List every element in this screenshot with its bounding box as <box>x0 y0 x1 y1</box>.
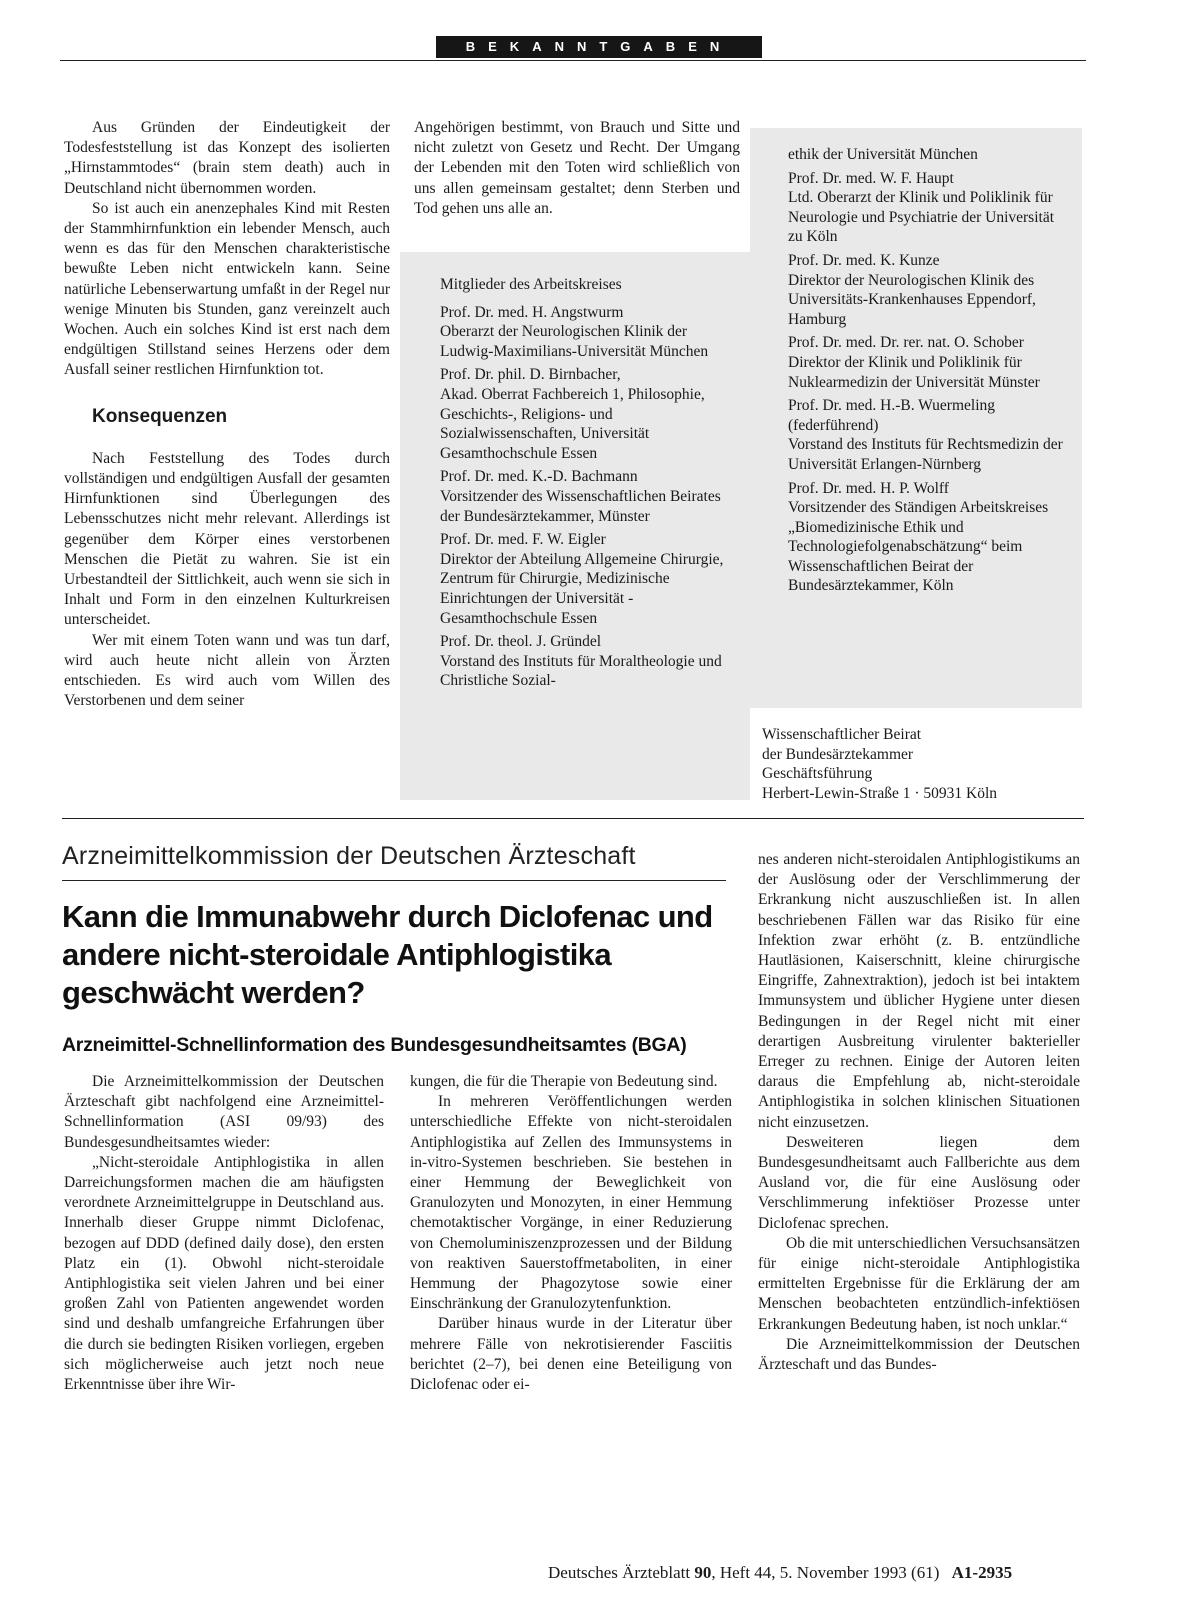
paragraph: „Nicht-steroidale Antiphlogistika in allen Darreichungsformen machen die am häufigsten verordnete Arzneimittelgruppe in Deutschland aus. Innerhalb dieser Gruppe nimmt Diclofenac, bezogen auf DDD (defined daily dose), den ersten Platz ein (1). Obwohl nicht-steroidale Antiphlogistika seit vielen Jahren und bei einer großen Zahl von Patienten angewendet worden sind und deshalb umfangreiche Erfahrungen über die durch sie bedingten Risiken vorliegen, ergeben sich möglicherweise auch jetzt noch neue Erkenntnisse über ihre Wir- <box>64 1153 384 1394</box>
address-line: Herbert-Lewin-Straße 1 · 50931 Köln <box>762 784 998 802</box>
footer-issue-date: , Heft 44, 5. November 1993 (61) <box>711 1563 940 1582</box>
paragraph: Wer mit einem Toten wann und was tun darf, wird auch heute nicht allein von Ärzten entschieden. Es wird auch vom Willen des Verstorbenen und dem seiner <box>64 631 390 710</box>
paragraph: nes anderen nicht-steroidalen Antiphlogistikums an der Auslösung oder der Verschlimmerung der Erkrankung nicht auszuschließen ist. In allen beschriebenen Fällen war das Risiko für eine Infektion zwar erhöht (z. B. entzündliche Hautläsionen, Kaiserschnitt, kleine chirurgische Eingriffe, Zahnextraktion), jedoch ist bei intaktem Immunsystem und üblicher Hygiene unter diesen Bedingungen in der Regel nicht mit einer derartigen Ausbreitung virulenter bakterieller Erreger zu rechnen. Einige der Autoren leiten daraus die Empfehlung ab, nicht-steroidale Antiphlogistika in solchen klinischen Situationen nicht einzusetzen. <box>758 851 1080 1131</box>
member-entry <box>440 365 740 463</box>
paragraph: Aus Gründen der Eindeutigkeit der Todesfeststellung ist das Konzept des isolierten „Hirnstammtodes“ (brain stem death) auch in Deutschland nicht übernommen worden. <box>64 119 390 197</box>
paragraph: Die Arzneimittelkommission der Deutschen Ärzteschaft und das Bundes- <box>758 1335 1080 1374</box>
address-line: der Bundesärztekammer <box>762 745 914 763</box>
paragraph: So ist auch ein anenzephales Kind mit Resten der Stammhirnfunktion ein lebender Mensch, auch wenn es das für den Menschen charakteristische bewußte Leben nicht entwickeln kann. Seine natürliche Lebenserwartung umfaßt in der Regel nur wenige Minuten bis Stunden, ganz vereinzelt auch Wochen. Auch ein solches Kind ist erst nach dem endgültigen Stillstand seines Herzens oder dem Ausfall seiner restlichen Hirnfunktion tot. <box>64 199 390 379</box>
members-list-col2 <box>440 275 740 695</box>
article1-column-2 <box>414 118 740 219</box>
paragraph: kungen, die für die Therapie von Bedeutung sind. <box>410 1073 718 1090</box>
section-heading-konsequenzen: Konsequenzen <box>92 405 228 427</box>
kicker-underline <box>62 880 726 881</box>
paragraph: Desweiteren liegen dem Bundesgesundheitsamt auch Fallberichte aus dem Ausland vor, die für eine Auslösung oder Verschlimmerung infektiöser Prozesse unter Diclofenac sprechen. <box>758 1133 1080 1232</box>
address-line: Geschäftsführung <box>762 765 873 783</box>
article2-kicker: Arzneimittelkommission der Deutschen Ärzteschaft <box>62 842 636 870</box>
member-name: Prof. Dr. med. H. P. Wolff <box>788 479 949 497</box>
article1-col1-body <box>64 449 390 712</box>
member-entry <box>788 251 1066 329</box>
section-banner: BEKANNTGABEN <box>436 36 762 58</box>
article2-subhead: Arzneimittel-Schnellinformation des Bundesgesundheitsamtes (BGA) <box>62 1034 687 1056</box>
member-name: Prof. Dr. med. K.-D. Bachmann <box>440 468 638 486</box>
footer-page-number: A1-2935 <box>951 1563 1013 1582</box>
members-list-col3 <box>788 145 1066 600</box>
member-name: Prof. Dr. med. H.-B. Wuermeling (federführend) <box>788 397 996 434</box>
member-name: Prof. Dr. med. F. W. Eigler <box>440 531 606 549</box>
member-entry <box>788 333 1066 392</box>
article1-col2-paragraph: Angehörigen bestimmt, von Brauch und Sitte und nicht zuletzt von Gesetz und Recht. Der Umgang der Lebenden mit den Toten wird schließlich von uns allen gemeinsam gestaltet; denn Sterben und Tod gehen uns alle an. <box>414 119 740 217</box>
member-role: ethik der Universität München <box>788 146 978 163</box>
member-entry <box>788 169 1066 247</box>
member-entry <box>440 303 740 362</box>
top-rule <box>60 60 1086 61</box>
article2-column-3 <box>758 850 1080 1375</box>
footer-journal: Deutsches Ärzteblatt <box>548 1563 691 1582</box>
member-role: Ltd. Oberarzt der Klinik und Poliklinik für Neurologie und Psychiatrie der Universität zu Köln <box>788 189 1055 246</box>
article1-col1-intro <box>64 118 390 381</box>
paragraph: Darüber hinaus wurde in der Literatur über mehrere Fälle von nekrotisierender Fasciitis berichtet (2–7), bei denen eine Beteiligung von Diclofenac oder ei- <box>410 1315 732 1394</box>
article2-column-2 <box>410 1072 732 1395</box>
members-col2-entries <box>440 303 740 691</box>
member-role: Vorstand des Instituts für Rechtsmedizin der Universität Erlangen-Nürnberg <box>788 436 1063 473</box>
member-role: Vorsitzender des Wissenschaftlichen Beirates der Bundesärztekammer, Münster <box>440 487 721 525</box>
article2-headline: Kann die Immunabwehr durch Diclofenac und andere nicht-steroidale Antiphlogistika geschwächt werden? <box>62 899 713 1010</box>
member-name: Prof. Dr. med. H. Angstwurm <box>440 303 624 321</box>
member-entry <box>440 467 740 526</box>
member-entry <box>788 396 1066 474</box>
member-name: Prof. Dr. med. K. Kunze <box>788 251 940 269</box>
member-name: Prof. Dr. theol. J. Gründel <box>440 633 602 651</box>
article-divider <box>62 818 1084 819</box>
member-role: Oberarzt der Neurologischen Klinik der Ludwig-Maximilians-Universität München <box>440 323 709 360</box>
member-entry <box>788 145 1066 165</box>
article2-column-1 <box>64 1072 384 1395</box>
address-line: Wissenschaftlicher Beirat <box>762 726 922 743</box>
paragraph: In mehreren Veröffentlichungen werden unterschiedliche Effekte von nicht-steroidalen Antiphlogistika auf Zellen des Immunsystems in in-vitro-Systemen beschrieben. Sie bestehen in einer Hemmung der Beweglichkeit von Granulozyten und Monozyten, in einer Hemmung chemotaktischer Vorgänge, in einer Reduzierung von Chemoluminiszenzprozessen und der Bildung von reaktiven Sauerstoffmetaboliten, in einer Hemmung der Phagozytose sowie einer Einschränkung der Granulozytenfunktion. <box>410 1093 732 1313</box>
members-col3-entries <box>788 145 1066 596</box>
member-entry <box>788 479 1066 597</box>
member-entry <box>440 530 740 628</box>
member-name: Prof. Dr. med. Dr. rer. nat. O. Schober <box>788 334 1024 352</box>
article1-column-1 <box>64 118 390 711</box>
paragraph: Die Arzneimittelkommission der Deutschen Ärzteschaft gibt nachfolgend eine Arzneimittel-Schnellinformation (ASI 09/93) des Bundesgesundheitsamtes wieder: <box>64 1073 384 1151</box>
paragraph: Ob die mit unterschiedlichen Versuchsansätzen für einige nicht-steroidale Antiphlogistika ermittelten Ergebnisse für die Erklärung der am Menschen beobachteten entzündlich-infektiösen Erkrankungen Bedeutung haben, ist noch unklar.“ <box>758 1234 1080 1333</box>
member-role: Direktor der Klinik und Poliklinik für Nuklearmedizin der Universität Münster <box>788 353 1040 391</box>
member-role: Direktor der Neurologischen Klinik des Universitäts-Krankenhauses Eppendorf, Hamburg <box>788 271 1036 328</box>
member-role: Akad. Oberrat Fachbereich 1, Philosophie, Geschichts-, Religions- und Sozialwissenschaften, Universität Gesamthochschule Essen <box>440 385 705 462</box>
member-role: Vorstand des Instituts für Moraltheologie und Christliche Sozial- <box>440 652 722 690</box>
members-heading: Mitglieder des Arbeitskreises <box>440 276 622 293</box>
member-role: Vorsitzender des Ständigen Arbeitskreises „Biomedizinische Ethik und Technologiefolgenabschätzung“ beim Wissenschaftlichen Beirat der Bundesärztekammer, Köln <box>788 499 1049 595</box>
member-name: Prof. Dr. med. W. F. Haupt <box>788 169 954 187</box>
page-footer <box>548 1563 1012 1583</box>
footer-volume: 90 <box>694 1563 712 1582</box>
member-entry <box>440 632 740 691</box>
member-role: Direktor der Abteilung Allgemeine Chirurgie, Zentrum für Chirurgie, Medizinische Einrichtungen der Universität - Gesamthochschule Essen <box>440 550 724 627</box>
address-block <box>762 725 1072 803</box>
paragraph: Nach Feststellung des Todes durch vollständigen und endgültigen Ausfall der gesamten Hirnfunktionen sind Überlegungen des Lebensschutzes nicht mehr relevant. Allerdings ist gegenüber dem Körper eines verstorbenen Menschen die Pietät zu wahren. Sie ist ein Urbestandteil der Sittlichkeit, auch wenn sie sich in Inhalt und Form in den einzelnen Kulturkreisen unterscheidet. <box>64 449 390 629</box>
member-name: Prof. Dr. phil. D. Birnbacher, <box>440 366 621 384</box>
